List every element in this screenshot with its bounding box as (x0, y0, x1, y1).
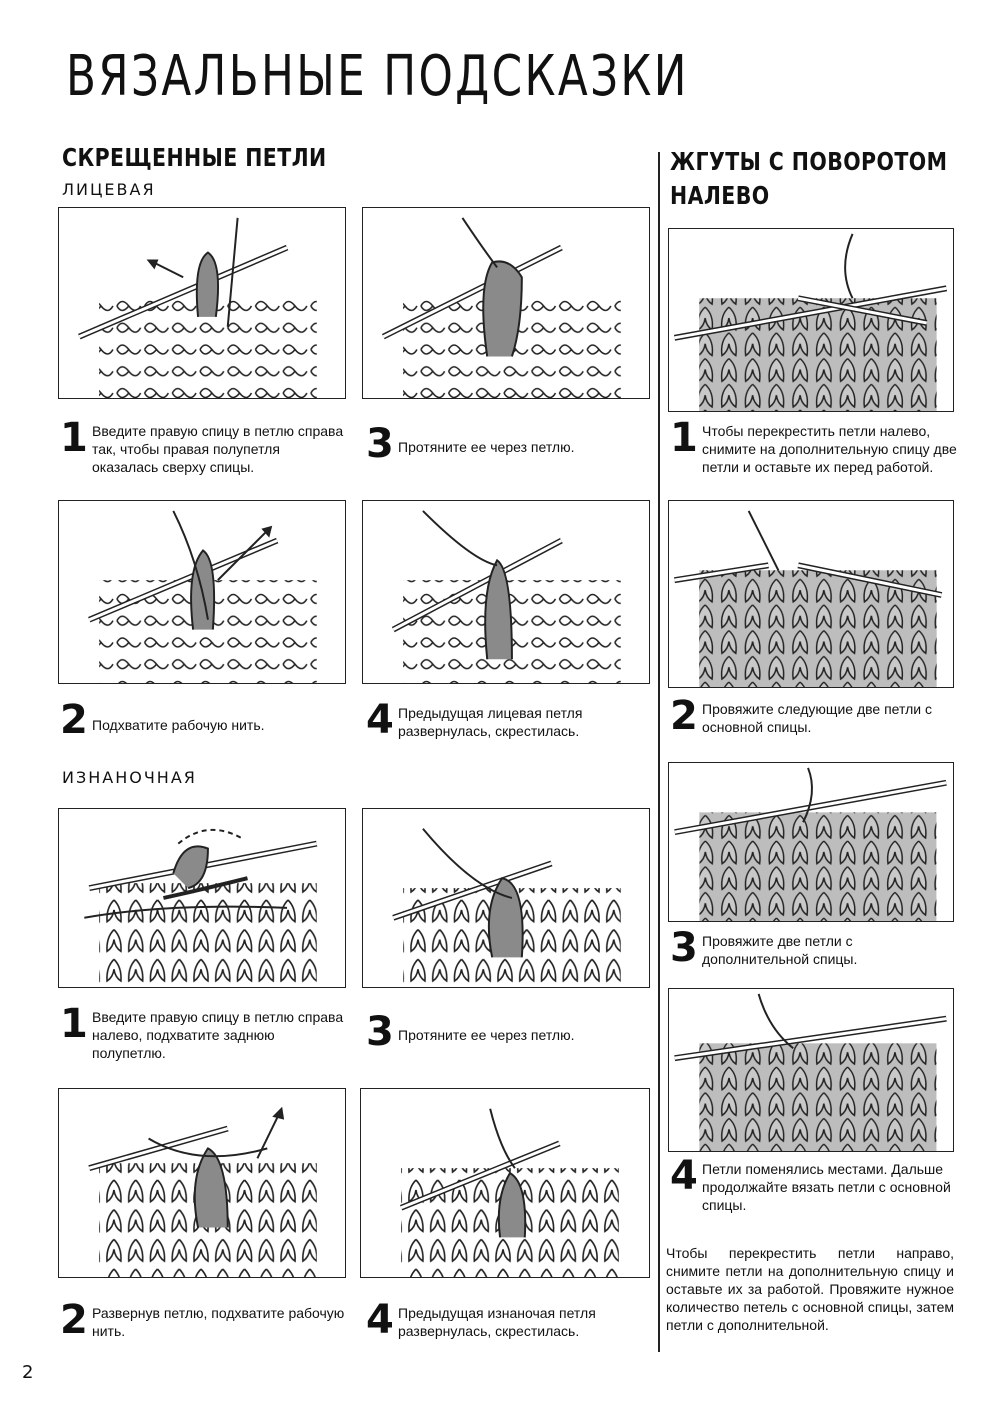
knit-step-1 (60, 415, 350, 476)
step-number: 3 (366, 421, 394, 467)
step-text: Провяжите две петли с дополнительной спицы. (702, 933, 858, 967)
cable-step-2-illustration (668, 500, 954, 688)
cable-step-2 (670, 693, 958, 739)
step-text: Предыдущая изнаночая петля развернулась, скрестилась. (398, 1305, 596, 1339)
step-number: 2 (670, 693, 698, 739)
step-number: 3 (366, 1009, 394, 1055)
cable-right-note: Чтобы перекрестить петли направо, снимите петли на дополнительную спицу и оставьте их за работой. Провяжите нужное количество петель с основной спицы, затем петли с дополнительной. (666, 1245, 954, 1333)
purl-step-1 (60, 1001, 345, 1062)
step-number: 2 (60, 1297, 88, 1343)
purl-step-3-illustration (362, 808, 650, 988)
step-number: 1 (60, 1001, 88, 1047)
purl-step-3 (366, 1009, 651, 1055)
cable-step-3 (670, 925, 958, 971)
step-number: 3 (670, 925, 698, 971)
cable-step-3-illustration (668, 762, 954, 922)
knit-step-2 (60, 697, 350, 743)
subtitle-knit: ЛИЦЕВАЯ (62, 180, 156, 199)
step-text: Петли поменялись местами. Дальше продолжайте вязать петли с основной спицы. (702, 1161, 951, 1213)
step-text: Протяните ее через петлю. (398, 439, 575, 455)
column-divider (658, 152, 660, 1352)
step-text: Развернув петлю, подхватите рабочую нить. (92, 1305, 345, 1339)
step-text: Введите правую спицу в петлю справа так, чтобы правая полупетля оказалась сверху спицы. (92, 423, 344, 475)
knit-step-2-illustration (58, 500, 346, 684)
purl-step-4 (366, 1297, 651, 1343)
step-text: Подхватите рабочую нить. (92, 717, 265, 733)
step-text: Чтобы перекрестить петли налево, снимите на дополнительную спицу две петли и оставьте их перед работой. (702, 423, 957, 475)
knit-step-4-illustration (362, 500, 650, 684)
step-text: Предыдущая лицевая петля развернулась, скрестилась. (398, 705, 583, 739)
step-text: Протяните ее через петлю. (398, 1027, 575, 1043)
knit-step-3 (366, 421, 656, 467)
step-number: 4 (366, 697, 394, 743)
step-text: Введите правую спицу в петлю справа налево, подхватите заднюю полупетлю. (92, 1009, 344, 1061)
knit-step-1-illustration (58, 207, 346, 399)
step-text: Провяжите следующие две петли с основной спицы. (702, 701, 932, 735)
section-title-cables-line1: ЖГУТЫ С ПОВОРОТОМ (670, 147, 948, 176)
step-number: 1 (60, 415, 88, 461)
step-number: 2 (60, 697, 88, 743)
step-number: 1 (670, 415, 698, 461)
cable-step-4 (670, 1153, 958, 1214)
purl-step-2 (60, 1297, 345, 1343)
purl-step-2-illustration (58, 1088, 346, 1278)
page-number: 2 (22, 1362, 34, 1383)
knit-step-4 (366, 697, 651, 743)
page-title: ВЯЗАЛЬНЫЕ ПОДСКАЗКИ (66, 44, 689, 109)
section-title-crossed-stitches: СКРЕЩЕННЫЕ ПЕТЛИ (62, 143, 327, 172)
knit-step-3-illustration (362, 207, 650, 399)
subtitle-purl: ИЗНАНОЧНАЯ (62, 768, 197, 787)
step-number: 4 (670, 1153, 698, 1199)
purl-step-1-illustration (58, 808, 346, 988)
cable-step-1 (670, 415, 958, 476)
section-title-cables-line2: НАЛЕВО (670, 181, 770, 210)
cable-step-1-illustration (668, 228, 954, 412)
step-number: 4 (366, 1297, 394, 1343)
purl-step-4-illustration (360, 1088, 650, 1278)
cable-step-4-illustration (668, 988, 954, 1152)
